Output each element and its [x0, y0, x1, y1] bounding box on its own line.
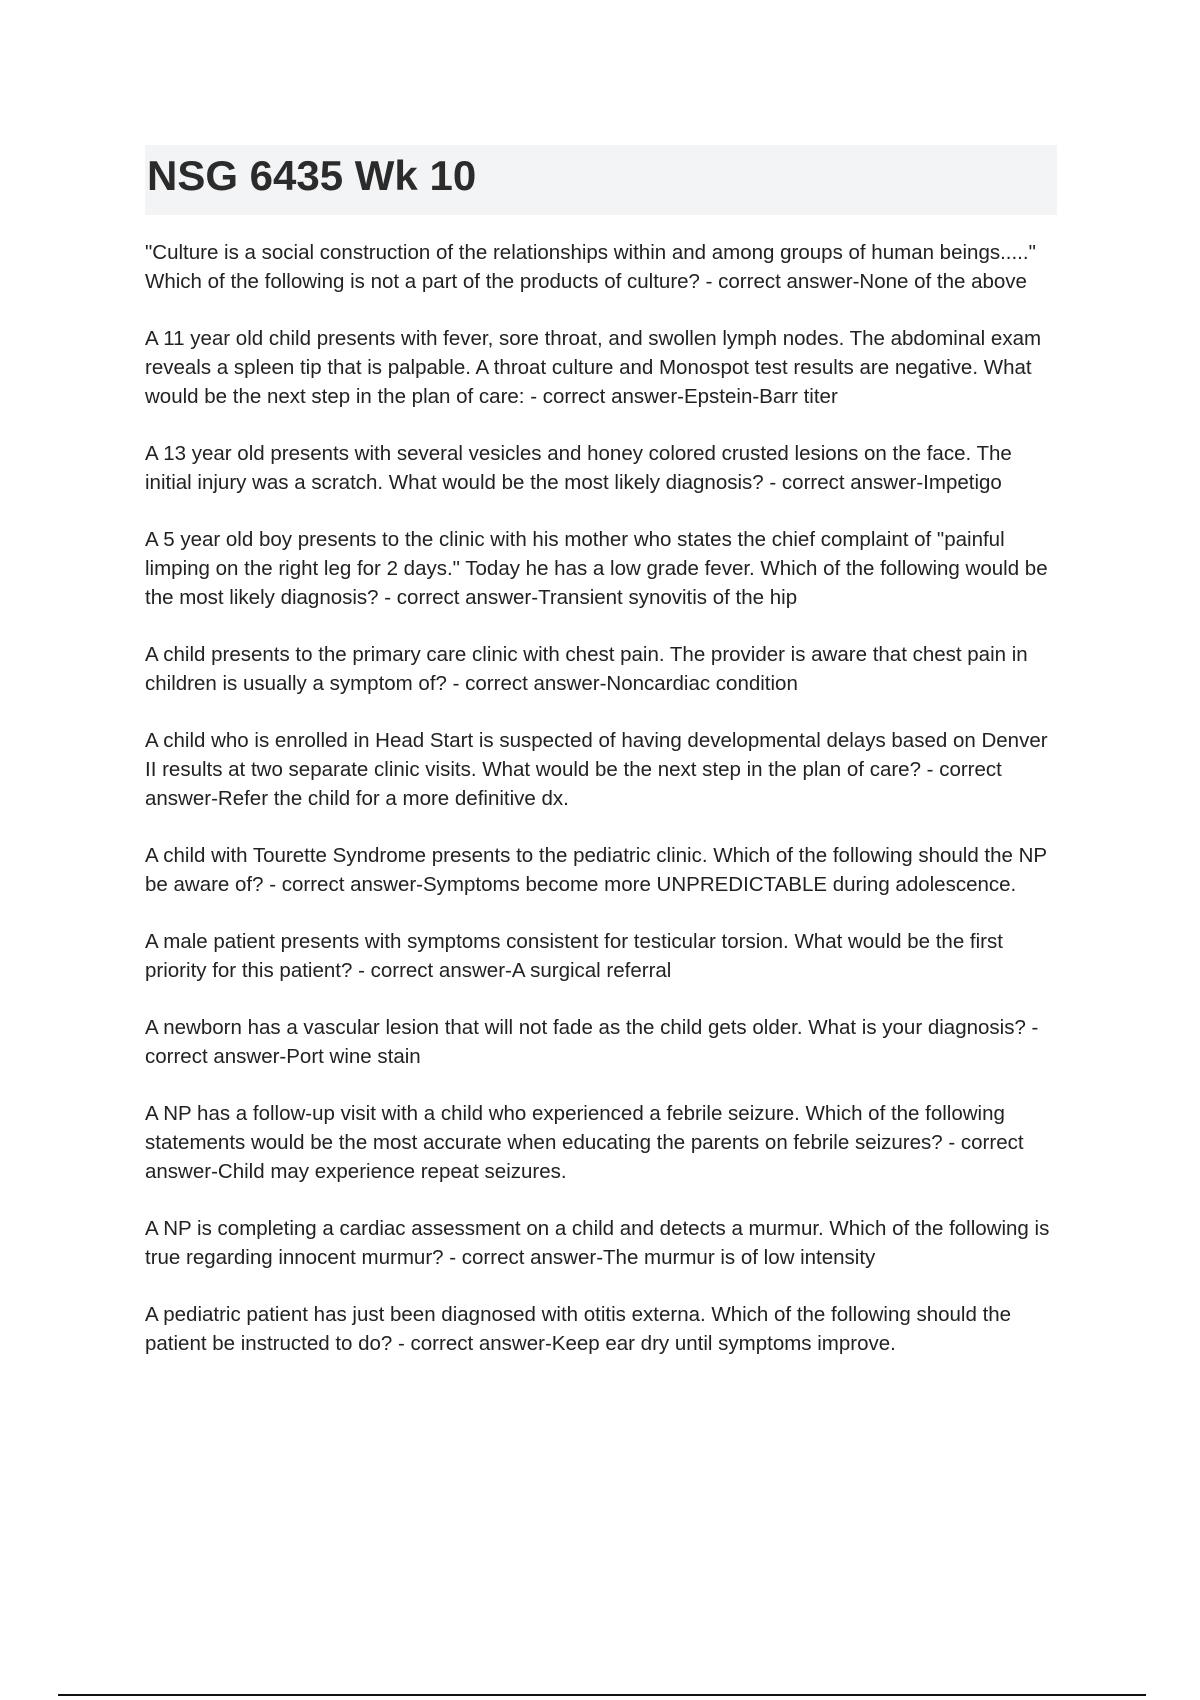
qa-item: A NP has a follow-up visit with a child who experienced a febrile seizure. Which of the following statements would be the most accurate when educating the parents on febrile seizures? - correct answer-Child may experience repeat seizures.: [145, 1102, 1024, 1183]
qa-item: "Culture is a social construction of the relationships within and among groups of human beings....." Which of the following is not a part of the products of culture? - correct answer-None of the above: [145, 241, 1036, 293]
qa-item: A pediatric patient has just been diagnosed with otitis externa. Which of the following should the patient be instructed to do? - correct answer-Keep ear dry until symptoms improve.: [145, 1303, 1012, 1355]
qa-item: A 11 year old child presents with fever, sore throat, and swollen lymph nodes. The abdominal exam reveals a spleen tip that is palpable. A throat culture and Monospot test results are negative. What would be the next step in the plan of care: - correct answer-Epstein-Barr titer: [145, 327, 1042, 408]
qa-item: A male patient presents with symptoms consistent for testicular torsion. What would be the first priority for this patient? - correct answer-A surgical referral: [145, 930, 1003, 982]
qa-item: A child with Tourette Syndrome presents to the pediatric clinic. Which of the following should the NP be aware of? - correct answer-Symptoms become more UNPREDICTABLE during adolescence.: [145, 844, 1047, 896]
qa-item: A 5 year old boy presents to the clinic with his mother who states the chief complaint of "painful limping on the right leg for 2 days." Today he has a low grade fever. Which of the following would be the most likely diagnosis? - correct answer-Transient synovitis of the hip: [145, 528, 1048, 609]
qa-item: A 13 year old presents with several vesicles and honey colored crusted lesions on the face. The initial injury was a scratch. What would be the most likely diagnosis? - correct answer-Impetigo: [145, 442, 1012, 494]
page-title: NSG 6435 Wk 10: [147, 152, 477, 199]
question-answer-list: [145, 238, 1057, 1386]
page-bottom-rule: [58, 1694, 1146, 1696]
qa-item: A child presents to the primary care clinic with chest pain. The provider is aware that chest pain in children is usually a symptom of? - correct answer-Noncardiac condition: [145, 643, 1028, 695]
title-banner: [145, 145, 1057, 215]
qa-item: A newborn has a vascular lesion that will not fade as the child gets older. What is your diagnosis? - correct answer-Port wine stain: [145, 1016, 1039, 1068]
qa-item: A child who is enrolled in Head Start is suspected of having developmental delays based on Denver II results at two separate clinic visits. What would be the next step in the plan of care? - correct answer-Refer the child for a more definitive dx.: [145, 729, 1048, 810]
qa-item: A NP is completing a cardiac assessment on a child and detects a murmur. Which of the following is true regarding innocent murmur? - correct answer-The murmur is of low intensity: [145, 1217, 1050, 1269]
